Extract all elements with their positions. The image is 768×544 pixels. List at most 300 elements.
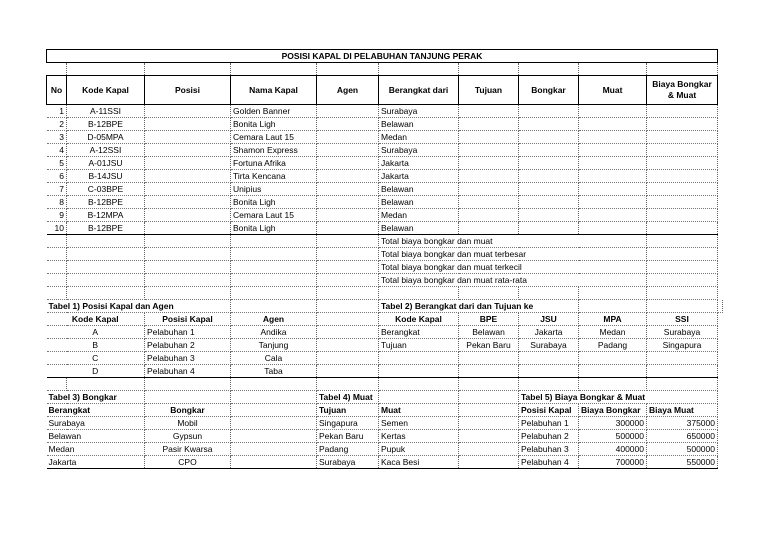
cell[interactable] bbox=[145, 261, 231, 274]
cell[interactable] bbox=[317, 352, 379, 365]
cell[interactable] bbox=[145, 235, 231, 248]
cell[interactable] bbox=[459, 391, 519, 404]
tabel2-mpa[interactable]: Medan bbox=[579, 326, 647, 339]
row-number[interactable]: 7 bbox=[47, 183, 67, 196]
cell[interactable] bbox=[317, 378, 379, 391]
agen-cell[interactable] bbox=[317, 105, 379, 118]
cell[interactable] bbox=[317, 300, 379, 313]
posisi-cell[interactable] bbox=[145, 144, 231, 157]
tabel2-header[interactable]: JSU bbox=[519, 313, 579, 326]
agen-cell[interactable] bbox=[317, 131, 379, 144]
cell[interactable] bbox=[67, 274, 145, 287]
total-row bbox=[47, 274, 723, 287]
table-title-row bbox=[47, 391, 723, 404]
cell[interactable] bbox=[47, 63, 67, 76]
tabel1-kode[interactable]: A bbox=[47, 326, 145, 339]
cell[interactable] bbox=[379, 352, 459, 365]
data-row bbox=[47, 118, 723, 131]
posisi-cell[interactable] bbox=[145, 183, 231, 196]
tujuan-cell[interactable] bbox=[459, 196, 519, 209]
biaya-cell[interactable] bbox=[647, 209, 718, 222]
bongkar-cell[interactable] bbox=[519, 157, 579, 170]
tabel1-header[interactable]: Kode Kapal bbox=[47, 313, 145, 326]
column-header[interactable]: Tujuan bbox=[459, 76, 519, 105]
tabel4-tujuan[interactable]: Padang bbox=[317, 443, 379, 456]
cell[interactable] bbox=[647, 378, 718, 391]
bongkar-cell[interactable] bbox=[519, 131, 579, 144]
tabel3-header[interactable]: Berangkat bbox=[47, 404, 145, 417]
cell[interactable] bbox=[317, 63, 379, 76]
tabel4-header[interactable]: Tujuan bbox=[317, 404, 379, 417]
biaya-cell[interactable] bbox=[647, 131, 718, 144]
column-header[interactable]: Biaya Bongkar & Muat bbox=[647, 76, 718, 105]
cell[interactable] bbox=[379, 63, 459, 76]
cell[interactable] bbox=[459, 417, 519, 430]
tabel2-jsu[interactable]: Surabaya bbox=[519, 339, 579, 352]
posisi-cell[interactable] bbox=[145, 196, 231, 209]
muat-cell[interactable] bbox=[579, 118, 647, 131]
cell[interactable] bbox=[67, 63, 145, 76]
data-row bbox=[47, 144, 723, 157]
cell[interactable] bbox=[231, 443, 317, 456]
cell[interactable] bbox=[67, 261, 145, 274]
tujuan-cell[interactable] bbox=[459, 209, 519, 222]
cell[interactable] bbox=[379, 391, 459, 404]
tujuan-cell[interactable] bbox=[459, 144, 519, 157]
tabel5-title[interactable]: Tabel 5) Biaya Bongkar & Muat bbox=[519, 391, 718, 404]
kode-kapal-cell[interactable]: B-12BPE bbox=[67, 118, 145, 131]
muat-cell[interactable] bbox=[579, 144, 647, 157]
cell[interactable] bbox=[145, 63, 231, 76]
kode-kapal-cell[interactable]: A-01JSU bbox=[67, 157, 145, 170]
data-row bbox=[47, 157, 723, 170]
row-number[interactable]: 1 bbox=[47, 105, 67, 118]
agen-cell[interactable] bbox=[317, 118, 379, 131]
berangkat-cell[interactable]: Medan bbox=[379, 209, 459, 222]
total-label[interactable]: Total biaya bongkar dan muat terkecil bbox=[379, 261, 647, 274]
data-row bbox=[47, 170, 723, 183]
cell[interactable] bbox=[47, 235, 67, 248]
cell[interactable] bbox=[718, 300, 723, 313]
cell[interactable] bbox=[459, 443, 519, 456]
cell[interactable] bbox=[647, 287, 718, 300]
tabel5-header[interactable]: Biaya Bongkar bbox=[579, 404, 647, 417]
cell[interactable] bbox=[459, 404, 519, 417]
tujuan-cell[interactable] bbox=[459, 131, 519, 144]
berangkat-cell[interactable]: Medan bbox=[379, 131, 459, 144]
tabel5-biaya-muat[interactable]: 500000 bbox=[647, 443, 718, 456]
column-header[interactable]: Bongkar bbox=[519, 76, 579, 105]
cell[interactable] bbox=[47, 274, 67, 287]
column-header[interactable]: No bbox=[47, 76, 67, 105]
bongkar-cell[interactable] bbox=[519, 144, 579, 157]
posisi-cell[interactable] bbox=[145, 222, 231, 235]
tabel4-muat[interactable]: Pupuk bbox=[379, 443, 459, 456]
table-row bbox=[47, 365, 723, 378]
muat-cell[interactable] bbox=[579, 183, 647, 196]
cell[interactable] bbox=[379, 287, 459, 300]
tabel1-agen[interactable]: Andika bbox=[231, 326, 317, 339]
tabel5-biaya-bongkar[interactable]: 300000 bbox=[579, 417, 647, 430]
total-value[interactable] bbox=[647, 274, 718, 287]
table-row bbox=[47, 430, 723, 443]
tujuan-cell[interactable] bbox=[459, 183, 519, 196]
spreadsheet-table bbox=[46, 49, 723, 469]
tabel2-header[interactable]: SSI bbox=[647, 313, 718, 326]
total-label[interactable]: Total biaya bongkar dan muat terbesar bbox=[379, 248, 647, 261]
cell[interactable] bbox=[579, 287, 647, 300]
bongkar-cell[interactable] bbox=[519, 170, 579, 183]
muat-cell[interactable] bbox=[579, 105, 647, 118]
column-header[interactable]: Posisi bbox=[145, 76, 231, 105]
tabel3-bongkar[interactable]: Pasir Kwarsa bbox=[145, 443, 231, 456]
tujuan-cell[interactable] bbox=[459, 105, 519, 118]
column-header[interactable]: Kode Kapal bbox=[67, 76, 145, 105]
nama-kapal-cell[interactable]: Bonita Ligh bbox=[231, 222, 317, 235]
cell[interactable] bbox=[231, 274, 317, 287]
row-number[interactable]: 6 bbox=[47, 170, 67, 183]
cell[interactable] bbox=[459, 378, 519, 391]
column-header[interactable]: Nama Kapal bbox=[231, 76, 317, 105]
tabel5-posisi[interactable]: Pelabuhan 4 bbox=[519, 456, 579, 469]
berangkat-cell[interactable]: Belawan bbox=[379, 118, 459, 131]
tabel2-ssi[interactable]: Singapura bbox=[647, 339, 718, 352]
cell[interactable] bbox=[579, 352, 647, 365]
cell[interactable] bbox=[145, 287, 231, 300]
tabel4-tujuan[interactable]: Pekan Baru bbox=[317, 430, 379, 443]
berangkat-cell[interactable]: Jakarta bbox=[379, 170, 459, 183]
cell[interactable] bbox=[519, 365, 579, 378]
tabel5-posisi[interactable]: Pelabuhan 1 bbox=[519, 417, 579, 430]
table-row bbox=[47, 417, 723, 430]
bongkar-cell[interactable] bbox=[519, 209, 579, 222]
cell[interactable] bbox=[231, 235, 317, 248]
tabel5-biaya-bongkar[interactable]: 500000 bbox=[579, 430, 647, 443]
data-row bbox=[47, 209, 723, 222]
tujuan-cell[interactable] bbox=[459, 157, 519, 170]
berangkat-cell[interactable]: Jakarta bbox=[379, 157, 459, 170]
biaya-cell[interactable] bbox=[647, 183, 718, 196]
cell[interactable] bbox=[459, 63, 519, 76]
nama-kapal-cell[interactable]: Bonita Ligh bbox=[231, 196, 317, 209]
cell[interactable] bbox=[317, 287, 379, 300]
tujuan-cell[interactable] bbox=[459, 170, 519, 183]
biaya-cell[interactable] bbox=[647, 170, 718, 183]
agen-cell[interactable] bbox=[317, 170, 379, 183]
row-number[interactable]: 3 bbox=[47, 131, 67, 144]
tabel4-title[interactable]: Tabel 4) Muat bbox=[317, 391, 379, 404]
cell[interactable] bbox=[317, 248, 379, 261]
cell[interactable] bbox=[317, 339, 379, 352]
total-label[interactable]: Total biaya bongkar dan muat rata-rata bbox=[379, 274, 647, 287]
data-row bbox=[47, 131, 723, 144]
total-row bbox=[47, 248, 723, 261]
column-header[interactable]: Berangkat dari bbox=[379, 76, 459, 105]
data-row bbox=[47, 196, 723, 209]
cell[interactable] bbox=[459, 287, 519, 300]
tujuan-cell[interactable] bbox=[459, 222, 519, 235]
kode-kapal-cell[interactable]: D-05MPA bbox=[67, 131, 145, 144]
posisi-cell[interactable] bbox=[145, 157, 231, 170]
cell[interactable] bbox=[579, 300, 647, 313]
bongkar-cell[interactable] bbox=[519, 183, 579, 196]
tabel5-biaya-bongkar[interactable]: 700000 bbox=[579, 456, 647, 469]
posisi-cell[interactable] bbox=[145, 105, 231, 118]
tabel5-biaya-bongkar[interactable]: 400000 bbox=[579, 443, 647, 456]
tabel5-posisi[interactable]: Pelabuhan 2 bbox=[519, 430, 579, 443]
cell[interactable] bbox=[231, 287, 317, 300]
header-row bbox=[47, 76, 723, 105]
nama-kapal-cell[interactable]: Cemara Laut 15 bbox=[231, 131, 317, 144]
total-row bbox=[47, 261, 723, 274]
kode-kapal-cell[interactable]: C-03BPE bbox=[67, 183, 145, 196]
cell[interactable] bbox=[647, 352, 718, 365]
cell[interactable] bbox=[231, 430, 317, 443]
tabel2-header[interactable]: BPE bbox=[459, 313, 519, 326]
table-header-row bbox=[47, 313, 723, 326]
tabel1-kode[interactable]: D bbox=[47, 365, 145, 378]
column-header[interactable]: Agen bbox=[317, 76, 379, 105]
tabel1-header[interactable]: Agen bbox=[231, 313, 317, 326]
kode-kapal-cell[interactable]: B-14JSU bbox=[67, 170, 145, 183]
agen-cell[interactable] bbox=[317, 222, 379, 235]
posisi-cell[interactable] bbox=[145, 118, 231, 131]
cell[interactable] bbox=[647, 63, 718, 76]
posisi-cell[interactable] bbox=[145, 131, 231, 144]
table-row bbox=[47, 339, 723, 352]
cell[interactable] bbox=[317, 326, 379, 339]
tabel3-berangkat[interactable]: Medan bbox=[47, 443, 145, 456]
agen-cell[interactable] bbox=[317, 144, 379, 157]
total-value[interactable] bbox=[647, 261, 718, 274]
tabel5-biaya-muat[interactable]: 650000 bbox=[647, 430, 718, 443]
cell[interactable] bbox=[459, 365, 519, 378]
tabel3-bongkar[interactable]: CPO bbox=[145, 456, 231, 469]
tabel3-bongkar[interactable]: Gypsun bbox=[145, 430, 231, 443]
tabel3-bongkar[interactable]: Mobil bbox=[145, 417, 231, 430]
cell[interactable] bbox=[459, 456, 519, 469]
biaya-cell[interactable] bbox=[647, 105, 718, 118]
table-row bbox=[47, 326, 723, 339]
tujuan-cell[interactable] bbox=[459, 118, 519, 131]
cell[interactable] bbox=[47, 287, 67, 300]
tabel2-ssi[interactable]: Surabaya bbox=[647, 326, 718, 339]
nama-kapal-cell[interactable]: Bonita Ligh bbox=[231, 118, 317, 131]
cell[interactable] bbox=[231, 63, 317, 76]
tabel2-header[interactable]: Kode Kapal bbox=[379, 313, 459, 326]
biaya-cell[interactable] bbox=[647, 144, 718, 157]
cell[interactable] bbox=[579, 365, 647, 378]
tabel4-tujuan[interactable]: Surabaya bbox=[317, 456, 379, 469]
tabel1-posisi[interactable]: Pelabuhan 4 bbox=[145, 365, 231, 378]
biaya-cell[interactable] bbox=[647, 222, 718, 235]
cell[interactable] bbox=[67, 248, 145, 261]
cell[interactable] bbox=[231, 378, 317, 391]
cell[interactable] bbox=[519, 352, 579, 365]
tabel5-biaya-muat[interactable]: 375000 bbox=[647, 417, 718, 430]
cell[interactable] bbox=[47, 378, 67, 391]
cell[interactable] bbox=[317, 261, 379, 274]
kode-kapal-cell[interactable]: A-11SSI bbox=[67, 105, 145, 118]
berangkat-cell[interactable]: Surabaya bbox=[379, 105, 459, 118]
cell[interactable] bbox=[459, 430, 519, 443]
row-number[interactable]: 2 bbox=[47, 118, 67, 131]
muat-cell[interactable] bbox=[579, 157, 647, 170]
cell[interactable] bbox=[231, 404, 317, 417]
blank-row bbox=[47, 63, 723, 76]
cell[interactable] bbox=[519, 378, 579, 391]
cell[interactable] bbox=[579, 63, 647, 76]
tabel1-kode[interactable]: B bbox=[47, 339, 145, 352]
agen-cell[interactable] bbox=[317, 209, 379, 222]
row-number[interactable]: 4 bbox=[47, 144, 67, 157]
muat-cell[interactable] bbox=[579, 222, 647, 235]
cell[interactable] bbox=[47, 261, 67, 274]
cell[interactable] bbox=[67, 287, 145, 300]
kode-kapal-cell[interactable]: B-12BPE bbox=[67, 196, 145, 209]
total-value[interactable] bbox=[647, 235, 718, 248]
nama-kapal-cell[interactable]: Unipius bbox=[231, 183, 317, 196]
cell[interactable] bbox=[579, 378, 647, 391]
cell[interactable] bbox=[317, 365, 379, 378]
agen-cell[interactable] bbox=[317, 183, 379, 196]
cell[interactable] bbox=[317, 313, 379, 326]
sheet-title[interactable]: POSISI KAPAL DI PELABUHAN TANJUNG PERAK bbox=[47, 50, 718, 63]
row-number[interactable]: 9 bbox=[47, 209, 67, 222]
nama-kapal-cell[interactable]: Shamon Express bbox=[231, 144, 317, 157]
cell[interactable] bbox=[67, 378, 145, 391]
tabel1-agen[interactable]: Taba bbox=[231, 365, 317, 378]
column-header[interactable]: Muat bbox=[579, 76, 647, 105]
tabel1-posisi[interactable]: Pelabuhan 3 bbox=[145, 352, 231, 365]
tabel2-mpa[interactable]: Padang bbox=[579, 339, 647, 352]
nama-kapal-cell[interactable]: Tirta Kencana bbox=[231, 170, 317, 183]
tabel1-agen[interactable]: Tanjung bbox=[231, 339, 317, 352]
cell[interactable] bbox=[145, 391, 231, 404]
cell[interactable] bbox=[145, 274, 231, 287]
tabel1-header[interactable]: Posisi Kapal bbox=[145, 313, 231, 326]
total-label[interactable]: Total biaya bongkar dan muat bbox=[379, 235, 647, 248]
row-number[interactable]: 8 bbox=[47, 196, 67, 209]
tabel4-muat[interactable]: Kertas bbox=[379, 430, 459, 443]
tabel4-muat[interactable]: Kaca Besi bbox=[379, 456, 459, 469]
tabel1-agen[interactable]: Cala bbox=[231, 352, 317, 365]
table-header-row bbox=[47, 404, 723, 417]
bongkar-cell[interactable] bbox=[519, 196, 579, 209]
tabel4-header[interactable]: Muat bbox=[379, 404, 459, 417]
cell[interactable] bbox=[379, 378, 459, 391]
tabel5-biaya-muat[interactable]: 550000 bbox=[647, 456, 718, 469]
biaya-cell[interactable] bbox=[647, 157, 718, 170]
muat-cell[interactable] bbox=[579, 196, 647, 209]
cell[interactable] bbox=[231, 300, 317, 313]
cell[interactable] bbox=[231, 391, 317, 404]
tabel5-header[interactable]: Biaya Muat bbox=[647, 404, 718, 417]
tabel1-posisi[interactable]: Pelabuhan 2 bbox=[145, 339, 231, 352]
tabel2-label[interactable]: Tujuan bbox=[379, 339, 459, 352]
kode-kapal-cell[interactable]: B-12MPA bbox=[67, 209, 145, 222]
muat-cell[interactable] bbox=[579, 209, 647, 222]
tabel2-title[interactable]: Tabel 2) Berangkat dari dan Tujuan ke bbox=[379, 300, 579, 313]
blank-row bbox=[47, 378, 723, 391]
cell[interactable] bbox=[67, 235, 145, 248]
bongkar-cell[interactable] bbox=[519, 118, 579, 131]
cell[interactable] bbox=[459, 352, 519, 365]
cell[interactable] bbox=[379, 365, 459, 378]
tabel4-muat[interactable]: Semen bbox=[379, 417, 459, 430]
tabel3-header[interactable]: Bongkar bbox=[145, 404, 231, 417]
biaya-cell[interactable] bbox=[647, 118, 718, 131]
tabel2-bpe[interactable]: Belawan bbox=[459, 326, 519, 339]
tabel4-tujuan[interactable]: Singapura bbox=[317, 417, 379, 430]
cell[interactable] bbox=[519, 287, 579, 300]
cell[interactable] bbox=[231, 456, 317, 469]
row-number[interactable]: 5 bbox=[47, 157, 67, 170]
nama-kapal-cell[interactable]: Cemara Laut 15 bbox=[231, 209, 317, 222]
berangkat-cell[interactable]: Belawan bbox=[379, 196, 459, 209]
cell[interactable] bbox=[231, 261, 317, 274]
table-title-row bbox=[47, 300, 723, 313]
tabel3-berangkat[interactable]: Jakarta bbox=[47, 456, 145, 469]
biaya-cell[interactable] bbox=[647, 196, 718, 209]
tabel2-header[interactable]: MPA bbox=[579, 313, 647, 326]
cell[interactable] bbox=[519, 63, 579, 76]
table-row bbox=[47, 352, 723, 365]
tabel5-header[interactable]: Posisi Kapal bbox=[519, 404, 579, 417]
cell[interactable] bbox=[145, 378, 231, 391]
total-value[interactable] bbox=[647, 248, 718, 261]
nama-kapal-cell[interactable]: Fortuna Afrika bbox=[231, 157, 317, 170]
bongkar-cell[interactable] bbox=[519, 105, 579, 118]
data-row bbox=[47, 105, 723, 118]
data-row bbox=[47, 222, 723, 235]
kode-kapal-cell[interactable]: B-12BPE bbox=[67, 222, 145, 235]
muat-cell[interactable] bbox=[579, 131, 647, 144]
berangkat-cell[interactable]: Belawan bbox=[379, 183, 459, 196]
tabel2-bpe[interactable]: Pekan Baru bbox=[459, 339, 519, 352]
cell[interactable] bbox=[231, 417, 317, 430]
row-number[interactable]: 10 bbox=[47, 222, 67, 235]
tabel2-jsu[interactable]: Jakarta bbox=[519, 326, 579, 339]
bongkar-cell[interactable] bbox=[519, 222, 579, 235]
cell[interactable] bbox=[47, 248, 67, 261]
tabel5-posisi[interactable]: Pelabuhan 3 bbox=[519, 443, 579, 456]
table-row bbox=[47, 456, 723, 469]
berangkat-cell[interactable]: Surabaya bbox=[379, 144, 459, 157]
cell[interactable] bbox=[647, 300, 718, 313]
posisi-cell[interactable] bbox=[145, 170, 231, 183]
tabel3-berangkat[interactable]: Surabaya bbox=[47, 417, 145, 430]
tabel2-label[interactable]: Berangkat bbox=[379, 326, 459, 339]
berangkat-cell[interactable]: Belawan bbox=[379, 222, 459, 235]
cell[interactable] bbox=[647, 365, 718, 378]
agen-cell[interactable] bbox=[317, 196, 379, 209]
posisi-cell[interactable] bbox=[145, 209, 231, 222]
tabel1-posisi[interactable]: Pelabuhan 1 bbox=[145, 326, 231, 339]
cell[interactable] bbox=[145, 248, 231, 261]
tabel1-title[interactable]: Tabel 1) Posisi Kapal dan Agen bbox=[47, 300, 231, 313]
muat-cell[interactable] bbox=[579, 170, 647, 183]
cell[interactable] bbox=[231, 248, 317, 261]
tabel3-title[interactable]: Tabel 3) Bongkar bbox=[47, 391, 145, 404]
agen-cell[interactable] bbox=[317, 157, 379, 170]
cell[interactable] bbox=[317, 274, 379, 287]
tabel1-kode[interactable]: C bbox=[47, 352, 145, 365]
tabel3-berangkat[interactable]: Belawan bbox=[47, 430, 145, 443]
nama-kapal-cell[interactable]: Golden Banner bbox=[231, 105, 317, 118]
kode-kapal-cell[interactable]: A-12SSI bbox=[67, 144, 145, 157]
cell[interactable] bbox=[317, 235, 379, 248]
